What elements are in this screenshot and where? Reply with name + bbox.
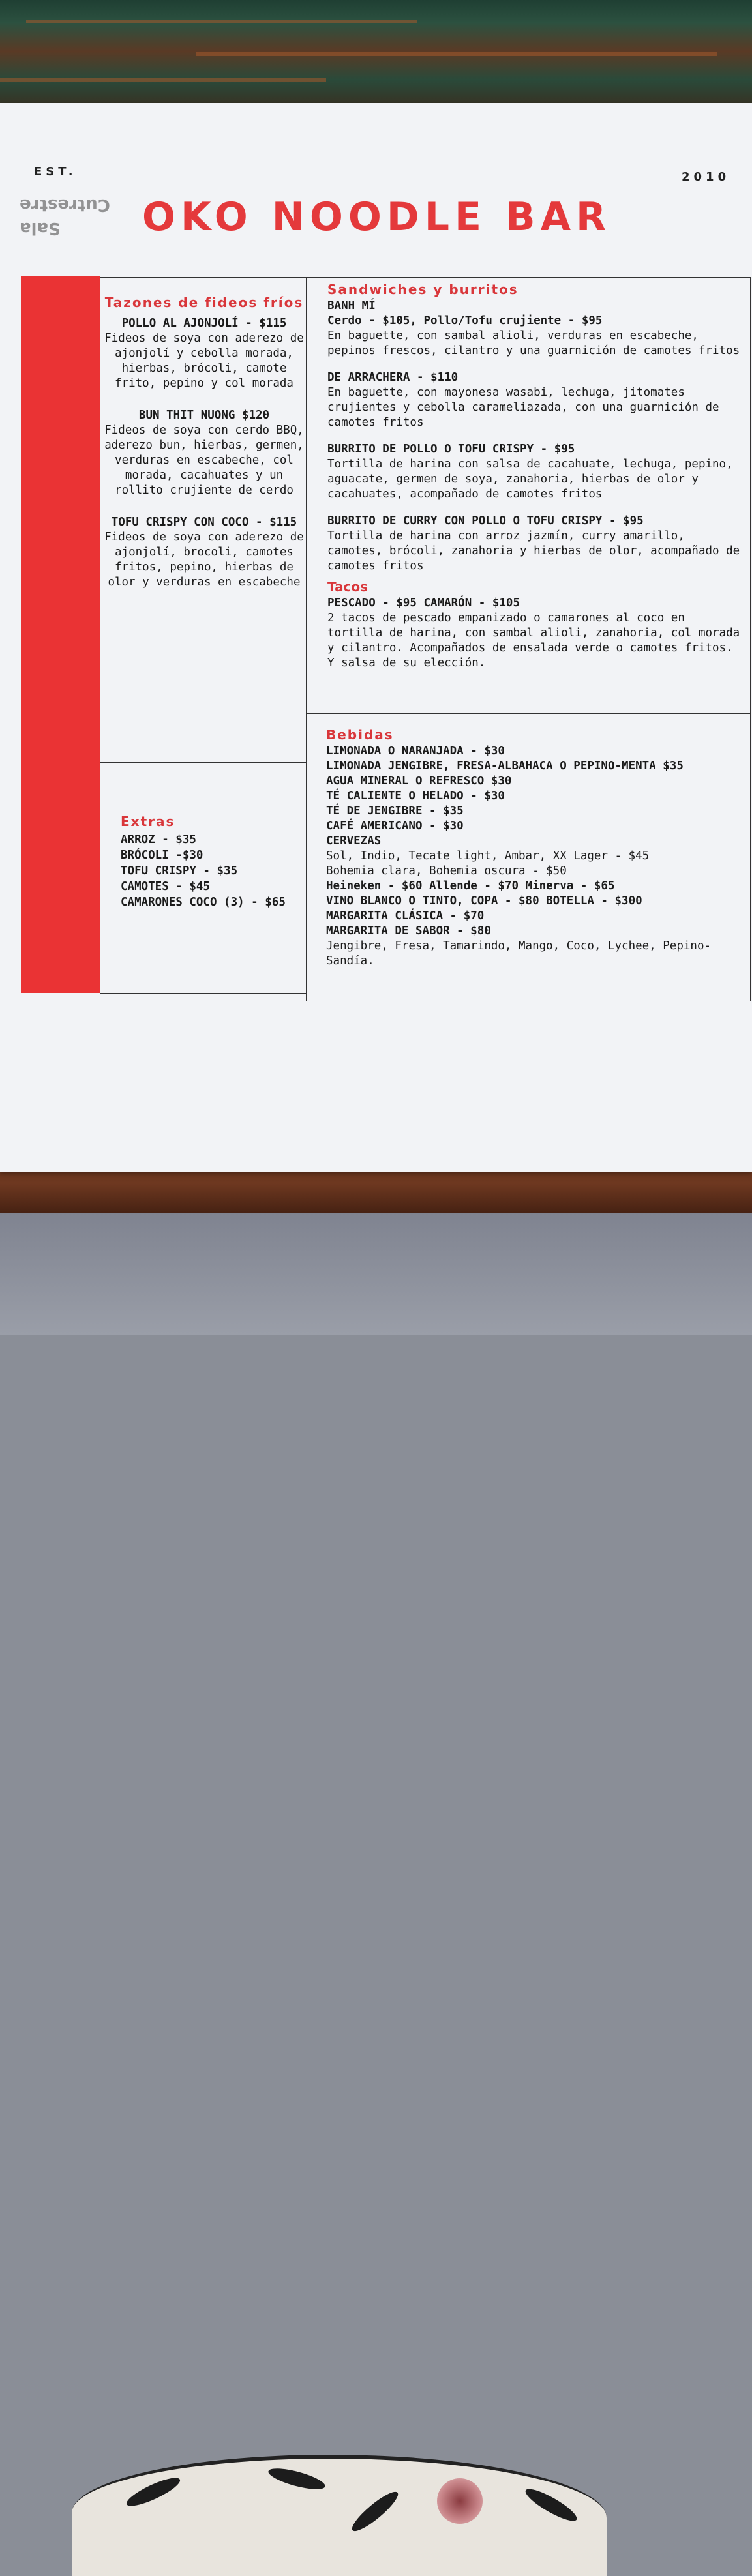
leaf-pattern	[348, 2487, 402, 2536]
drink-line: Heineken - $60 Allende - $70 Minerva - $65	[326, 880, 615, 893]
drinks-section	[326, 728, 744, 969]
menu-item	[327, 299, 745, 359]
drink-line: TÉ CALIENTE O HELADO - $30	[326, 790, 505, 803]
bleed-through-stamp: Sala Cutrestre	[20, 195, 110, 238]
drink-line: Sol, Indio, Tecate light, Ambar, XX Lager - $45	[326, 850, 650, 863]
section-heading: Tacos	[327, 579, 368, 595]
menu-sheet	[0, 103, 752, 1172]
item-name: PESCADO - $95 CAMARÓN - $105	[327, 597, 520, 610]
menu-item	[103, 515, 305, 590]
cold-noodles-section	[103, 292, 305, 607]
item-name: BURRITO DE POLLO O TOFU CRISPY - $95	[327, 443, 575, 456]
item-description: Fideos de soya con aderezo de ajonjolí y cebolla morada, hierbas, brócoli, camote frito, pepino y col morada	[104, 332, 304, 390]
red-accent-bar	[21, 276, 100, 993]
menu-item	[327, 370, 745, 430]
drink-line: MARGARITA DE SABOR - $80	[326, 925, 491, 938]
column-divider	[306, 277, 307, 1001]
year-label: 2010	[682, 170, 730, 184]
section-heading: Bebidas	[326, 727, 394, 743]
extra-item: ARROZ - $35	[121, 833, 196, 846]
floral-fabric	[72, 2455, 607, 2576]
restaurant-title: OKO NOODLE BAR	[142, 194, 612, 240]
item-name: BURRITO DE CURRY CON POLLO O TOFU CRISPY - $95	[327, 514, 644, 527]
drink-line: LIMONADA JENGIBRE, FRESA-ALBAHACA O PEPINO-MENTA $35	[326, 760, 684, 773]
menu-item	[327, 442, 745, 502]
item-name: DE ARRACHERA - $110	[327, 371, 459, 384]
item-name: POLLO AL AJONJOLÍ - $115	[121, 317, 287, 330]
leaf-pattern	[124, 2473, 183, 2511]
drink-line: Jengibre, Fresa, Tamarindo, Mango, Coco, Lychee, Pepino-Sandía.	[326, 940, 712, 968]
extra-item: BRÓCOLI -$30	[121, 849, 203, 862]
leaf-pattern	[267, 2465, 327, 2494]
menu-item	[327, 514, 745, 574]
section-heading: Tazones de fideos fríos	[104, 295, 304, 310]
item-name: BUN THIT NUONG $120	[138, 409, 270, 422]
extras-section	[121, 814, 303, 910]
extra-item: TOFU CRISPY - $35	[121, 865, 238, 878]
item-description: Fideos de soya con cerdo BBQ, aderezo bun, hierbas, germen, verduras en escabeche, col morada, cacahuates y un rollito crujiente de cerdo	[104, 424, 304, 497]
extra-item: CAMOTES - $45	[121, 880, 210, 893]
est-label: EST.	[34, 165, 77, 179]
section-heading: Sandwiches y burritos	[327, 282, 519, 297]
item-description: 2 tacos de pescado empanizado o camarones al coco en tortilla de harina, con sambal alioli, zanahoria, col morada y cilantro. Acompañados de ensalada verde o camotes fritos. Y salsa de su elección.	[327, 612, 740, 670]
menu-item	[103, 408, 305, 498]
item-name: TOFU CRISPY CON COCO - $115	[111, 516, 297, 529]
lap-background	[0, 1213, 752, 1335]
item-description: Fideos de soya con aderezo de ajonjolí, brocoli, camotes fritos, pepino, hierbas de olor y verduras en escabeche	[104, 531, 304, 589]
item-description: En baguette, con mayonesa wasabi, lechuga, jitomates crujientes y cebolla carameliazada, con una guarnición de camotes fritos	[327, 386, 719, 429]
drink-line: CERVEZAS	[326, 835, 382, 848]
drink-line: TÉ DE JENGIBRE - $35	[326, 805, 464, 818]
wood-grain	[196, 52, 717, 56]
item-name: BANH MÍ	[327, 299, 376, 312]
drink-line: MARGARITA CLÁSICA - $70	[326, 910, 485, 923]
drink-line: CAFÉ AMERICANO - $30	[326, 820, 464, 833]
item-description: En baguette, con sambal alioli, verduras en escabeche, pepinos frescos, cilantro y una guarnición de camotes fritos	[327, 329, 740, 357]
drink-line: VINO BLANCO O TINTO, COPA - $80 BOTELLA - $300	[326, 895, 642, 908]
section-heading: Extras	[121, 814, 175, 829]
wood-grain	[0, 78, 326, 82]
drink-line: LIMONADA O NARANJADA - $30	[326, 745, 505, 758]
sandwiches-section	[327, 280, 745, 671]
item-prices: Cerdo - $105, Pollo/Tofu crujiente - $95	[327, 314, 603, 327]
flower-pattern	[437, 2478, 483, 2524]
menu-item	[103, 316, 305, 391]
item-description: Tortilla de harina con salsa de cacahuate, lechuga, pepino, aguacate, germen de soya, zanahoria, hierbas de olor y cacahuates, acompañado de camotes fritos	[327, 458, 733, 501]
drink-line: Bohemia clara, Bohemia oscura - $50	[326, 865, 567, 878]
item-description: Tortilla de harina con arroz jazmín, curry amarillo, camotes, brócoli, zanahoria y hierbas de olor, acompañado de camotes fritos	[327, 529, 740, 572]
wooden-table-top	[0, 0, 752, 114]
wood-grain	[26, 20, 417, 23]
drink-line: AGUA MINERAL O REFRESCO $30	[326, 775, 512, 788]
leaf-pattern	[522, 2484, 580, 2526]
extra-item: CAMARONES COCO (3) - $65	[121, 896, 286, 909]
